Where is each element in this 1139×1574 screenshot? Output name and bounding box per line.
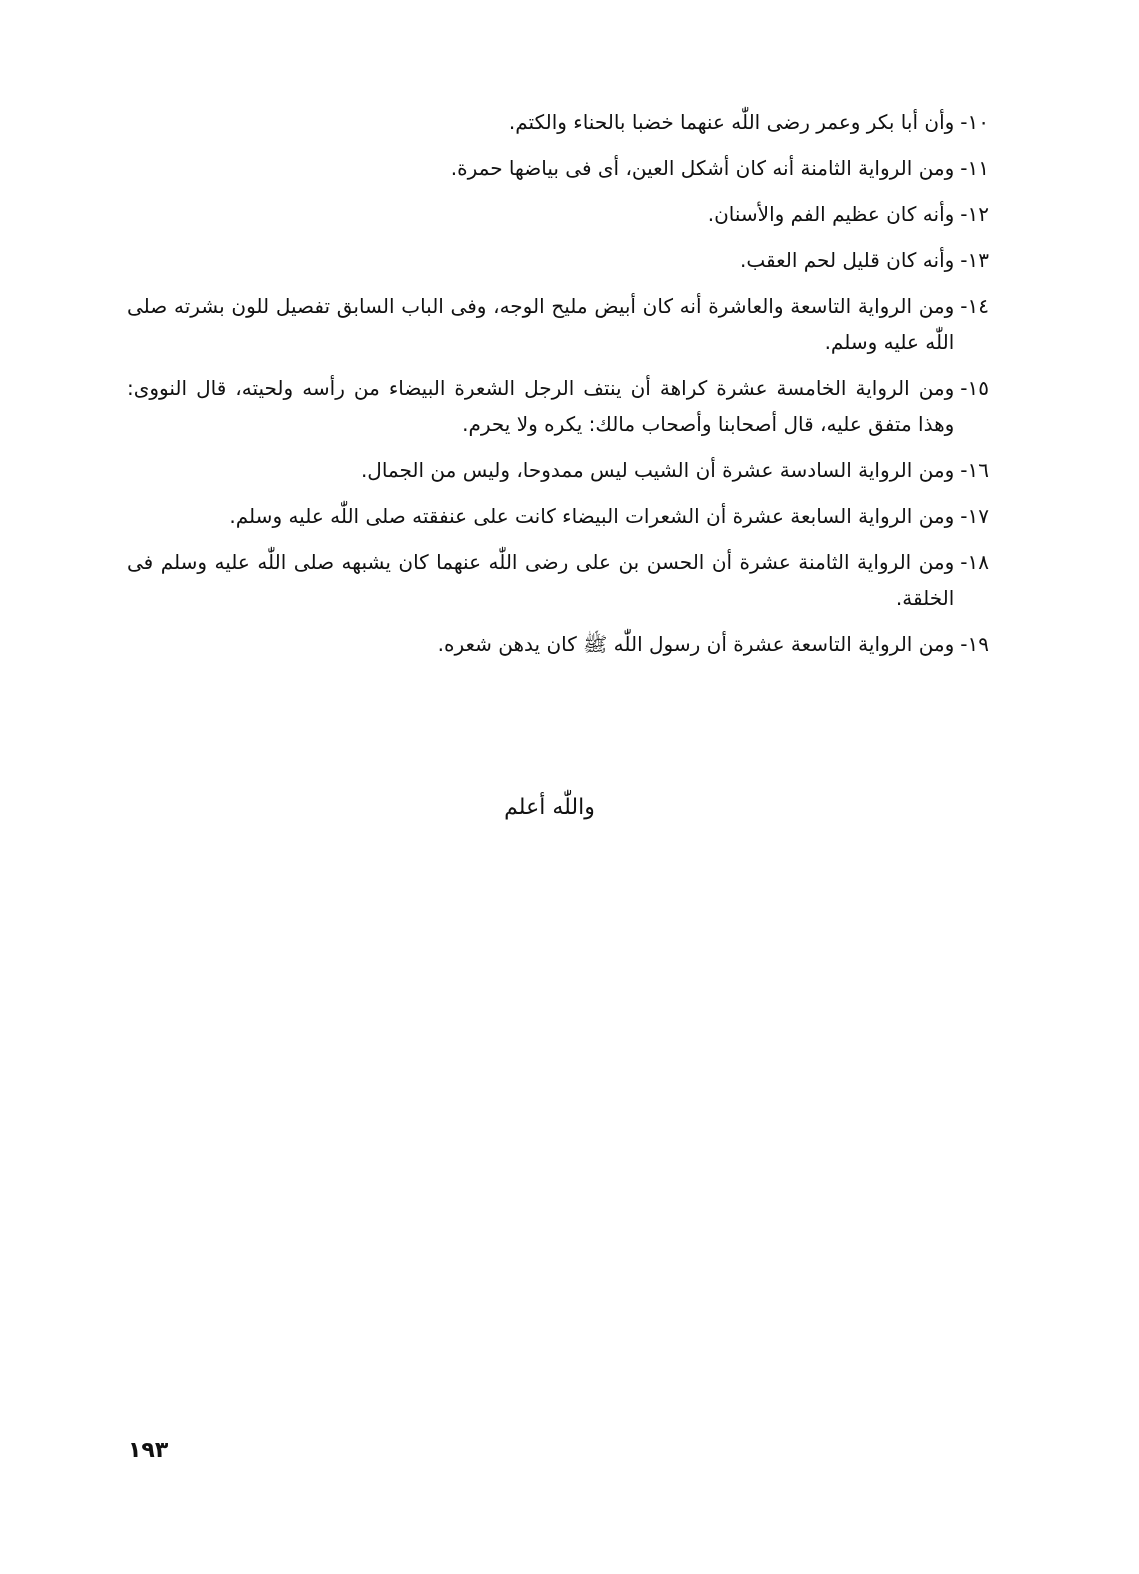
- item-number: ١٤-: [960, 294, 989, 318]
- item-text: وأن أبا بكر وعمر رضى اللّٰه عنهما خضبا بالحناء والكتم.: [508, 110, 955, 134]
- list-item: [127, 498, 989, 534]
- list-item: [127, 150, 989, 186]
- item-text: ومن الرواية التاسعة عشرة أن رسول اللّٰه ﷺ كان يدهن شعره.: [437, 632, 955, 656]
- item-number: ١٨-: [960, 550, 989, 574]
- list-item: [127, 452, 989, 488]
- list-item: [127, 544, 989, 616]
- item-number: ١٩-: [960, 632, 989, 656]
- closing-phrase: واللّٰه أعلم: [504, 795, 595, 820]
- page-number: ١٩٣: [128, 1438, 169, 1463]
- item-number: ١٠-: [960, 110, 989, 134]
- item-text: ومن الرواية السابعة عشرة أن الشعرات البيضاء كانت على عنفقته صلى اللّٰه عليه وسلم.: [229, 504, 955, 528]
- findings-list: [127, 104, 989, 672]
- item-text: ومن الرواية السادسة عشرة أن الشيب ليس ممدوحا، وليس من الجمال.: [360, 458, 955, 482]
- item-text: ومن الرواية الثامنة عشرة أن الحسن بن على رضى اللّٰه عنهما كان يشبهه صلى اللّٰه عليه وسلم فى الخلقة.: [127, 550, 955, 610]
- list-item: [127, 288, 989, 360]
- item-text: وأنه كان عظيم الفم والأسنان.: [707, 202, 955, 226]
- list-item: [127, 626, 989, 662]
- item-number: ١٧-: [960, 504, 989, 528]
- item-text: ومن الرواية التاسعة والعاشرة أنه كان أبيض مليح الوجه، وفى الباب السابق تفصيل للون بشرته صلى اللّٰه عليه وسلم.: [127, 294, 955, 354]
- item-text: وأنه كان قليل لحم العقب.: [739, 248, 955, 272]
- item-number: ١١-: [960, 156, 989, 180]
- list-item: [127, 104, 989, 140]
- list-item: [127, 242, 989, 278]
- list-item: [127, 370, 989, 442]
- item-number: ١٥-: [960, 376, 989, 400]
- item-number: ١٣-: [960, 248, 989, 272]
- item-text: ومن الرواية الثامنة أنه كان أشكل العين، أى فى بياضها حمرة.: [450, 156, 955, 180]
- item-number: ١٦-: [960, 458, 989, 482]
- list-item: [127, 196, 989, 232]
- item-number: ١٢-: [960, 202, 989, 226]
- item-text: ومن الرواية الخامسة عشرة كراهة أن ينتف الرجل الشعرة البيضاء من رأسه ولحيته، قال النووى: وهذا متفق عليه، قال أصحابنا وأصحاب مالك: يكره ولا يحرم.: [127, 376, 955, 436]
